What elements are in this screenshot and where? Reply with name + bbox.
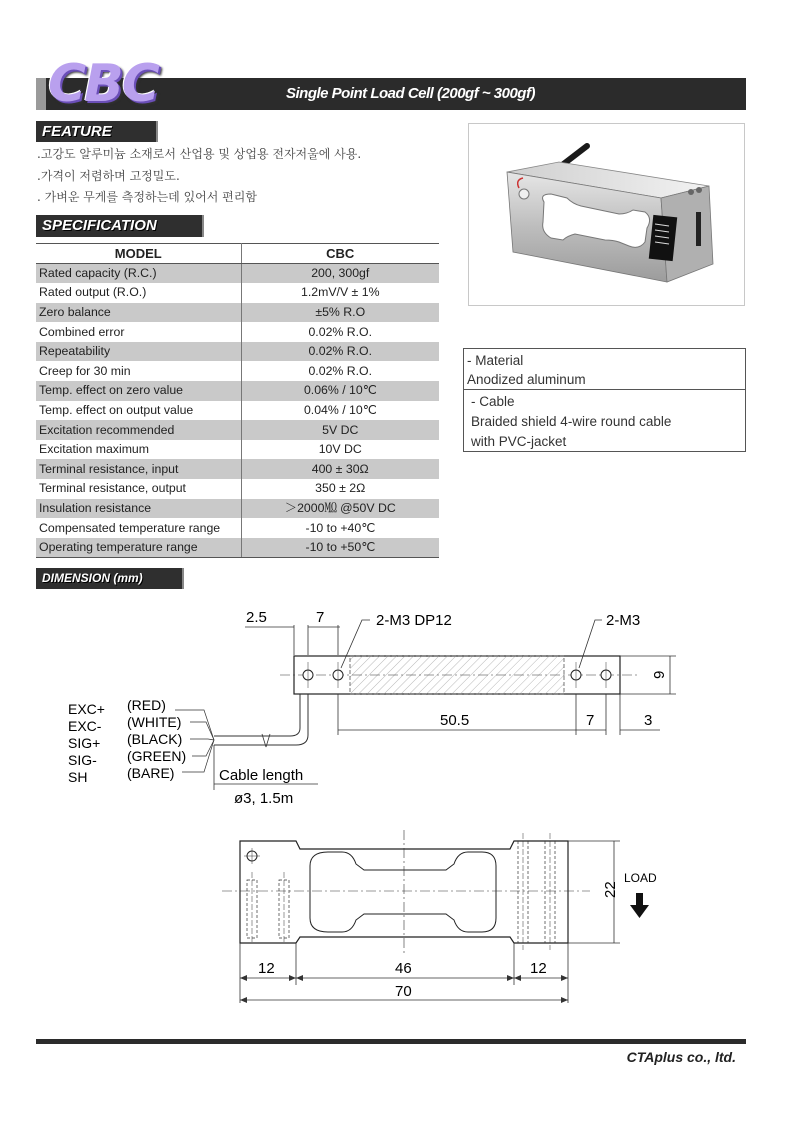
- table-row: [36, 342, 439, 362]
- spec-label: Combined error: [36, 322, 241, 342]
- cable-length-label: Cable length: [219, 767, 304, 784]
- spec-label: Excitation recommended: [36, 420, 241, 440]
- spec-label: Creep for 30 min: [36, 361, 241, 381]
- wire-color: (BLACK): [127, 731, 183, 747]
- feature-list: [37, 145, 361, 210]
- feature-heading: FEATURE: [36, 121, 158, 142]
- spec-value: 350 ± 2Ω: [315, 481, 366, 496]
- spec-label: Repeatability: [36, 342, 241, 362]
- dim-label: 46: [395, 960, 412, 977]
- material-label: - Material: [467, 353, 524, 368]
- cable-spec-label: ø3, 1.5m: [234, 790, 294, 807]
- wire-signal: EXC+: [68, 701, 105, 717]
- spec-label: Temp. effect on output value: [36, 401, 241, 421]
- material-value: Anodized aluminum: [467, 372, 586, 387]
- spec-value: 0.02% R.O.: [308, 363, 373, 378]
- spec-label: Insulation resistance: [36, 499, 241, 519]
- dim-label: 12: [530, 960, 547, 977]
- material-section: [464, 349, 745, 390]
- wire-signal: EXC-: [68, 718, 102, 734]
- spec-value: 0.04% / 10℃: [303, 402, 377, 417]
- spec-value: 5V DC: [241, 420, 439, 440]
- dim-label: 3: [644, 712, 653, 729]
- spec-value: 1.2mV/V ± 1%: [300, 285, 380, 300]
- table-row: [36, 518, 439, 538]
- spec-header-row: [36, 244, 439, 264]
- dim-label: 7: [316, 609, 325, 626]
- col-model: MODEL: [36, 244, 241, 264]
- table-row: [36, 361, 439, 381]
- spec-table: [36, 243, 439, 558]
- table-row: [36, 303, 439, 323]
- dim-label: 9: [651, 670, 668, 679]
- product-photo: [468, 123, 745, 306]
- company-name: CTAplus co., ltd.: [626, 1049, 736, 1065]
- wire-signal: SH: [68, 769, 88, 785]
- spec-value: 0.06% / 10℃: [241, 381, 439, 401]
- table-row: [36, 538, 439, 558]
- cable-line: Braided shield 4-wire round cable: [471, 414, 672, 429]
- hole-label: 2-M3: [606, 612, 641, 629]
- dimension-top-view: [0, 595, 794, 815]
- cable-section: [464, 390, 745, 454]
- spec-label: Compensated temperature range: [36, 518, 241, 538]
- wire-color: (WHITE): [127, 714, 182, 730]
- wire-signal: SIG+: [68, 735, 101, 751]
- wire-color: (GREEN): [127, 748, 187, 764]
- spec-label: Zero balance: [36, 303, 241, 323]
- feature-line: . 가벼운 무게를 측정하는데 있어서 편리함: [37, 190, 257, 204]
- dim-label: 7: [586, 712, 595, 729]
- wire-signal: SIG-: [68, 752, 97, 768]
- logo: CBC: [48, 54, 158, 114]
- spec-value: 400 ± 30Ω: [241, 459, 439, 479]
- cable-label: - Cable: [471, 394, 515, 409]
- header-accent: [36, 78, 46, 110]
- table-row: [36, 499, 439, 519]
- spec-label: Rated output (R.O.): [36, 283, 241, 303]
- hole-label: 2-M3 DP12: [376, 612, 452, 629]
- load-label: LOAD: [624, 871, 657, 885]
- spec-label: Temp. effect on zero value: [36, 381, 241, 401]
- table-row: [36, 381, 439, 401]
- spec-value: 0.02% R.O.: [241, 342, 439, 362]
- wire-color: (RED): [127, 697, 166, 713]
- specification-heading: SPECIFICATION: [36, 215, 204, 237]
- dim-label: 50.5: [440, 712, 470, 729]
- dimension-heading: DIMENSION (mm): [36, 568, 184, 589]
- spec-value: ＞2000㏁ @50V DC: [241, 499, 439, 519]
- spec-label: Operating temperature range: [36, 538, 241, 558]
- spec-label: Excitation maximum: [36, 440, 241, 460]
- page-title: Single Point Load Cell (200gf ~ 300gf): [286, 85, 535, 102]
- table-row: [36, 420, 439, 440]
- spec-value: -10 to +50℃: [241, 538, 439, 558]
- footer-bar: [36, 1039, 746, 1044]
- spec-value: -10 to +40℃: [305, 520, 376, 535]
- dim-label: 22: [602, 881, 619, 898]
- dimension-side-view: [0, 825, 794, 1015]
- load-cell-illustration: [469, 124, 746, 307]
- table-row: [36, 322, 439, 342]
- table-row: [36, 283, 439, 303]
- spec-value: 200, 300gf: [241, 264, 439, 284]
- spec-value: 10V DC: [318, 442, 362, 457]
- table-row: [36, 440, 439, 460]
- dim-label: 70: [395, 983, 412, 1000]
- wire-color: (BARE): [127, 765, 175, 781]
- cable-line: with PVC-jacket: [471, 434, 567, 449]
- dim-label: 12: [258, 960, 275, 977]
- col-value: CBC: [241, 244, 439, 264]
- table-row: [36, 459, 439, 479]
- table-row: [36, 479, 439, 499]
- spec-label: Terminal resistance, input: [36, 459, 241, 479]
- spec-value: ±5% R.O: [241, 303, 439, 323]
- dim-label: 2.5: [246, 609, 267, 626]
- spec-label: Terminal resistance, output: [36, 479, 241, 499]
- material-box: [463, 348, 746, 452]
- table-row: [36, 264, 439, 284]
- table-row: [36, 401, 439, 421]
- feature-line: .가격이 저렴하며 고정밀도.: [37, 168, 180, 183]
- spec-value: 0.02% R.O.: [308, 324, 373, 339]
- feature-line: .고강도 알루미늄 소재로서 산업용 및 상업용 전자저울에 사용.: [37, 147, 362, 161]
- spec-label: Rated capacity (R.C.): [36, 264, 241, 284]
